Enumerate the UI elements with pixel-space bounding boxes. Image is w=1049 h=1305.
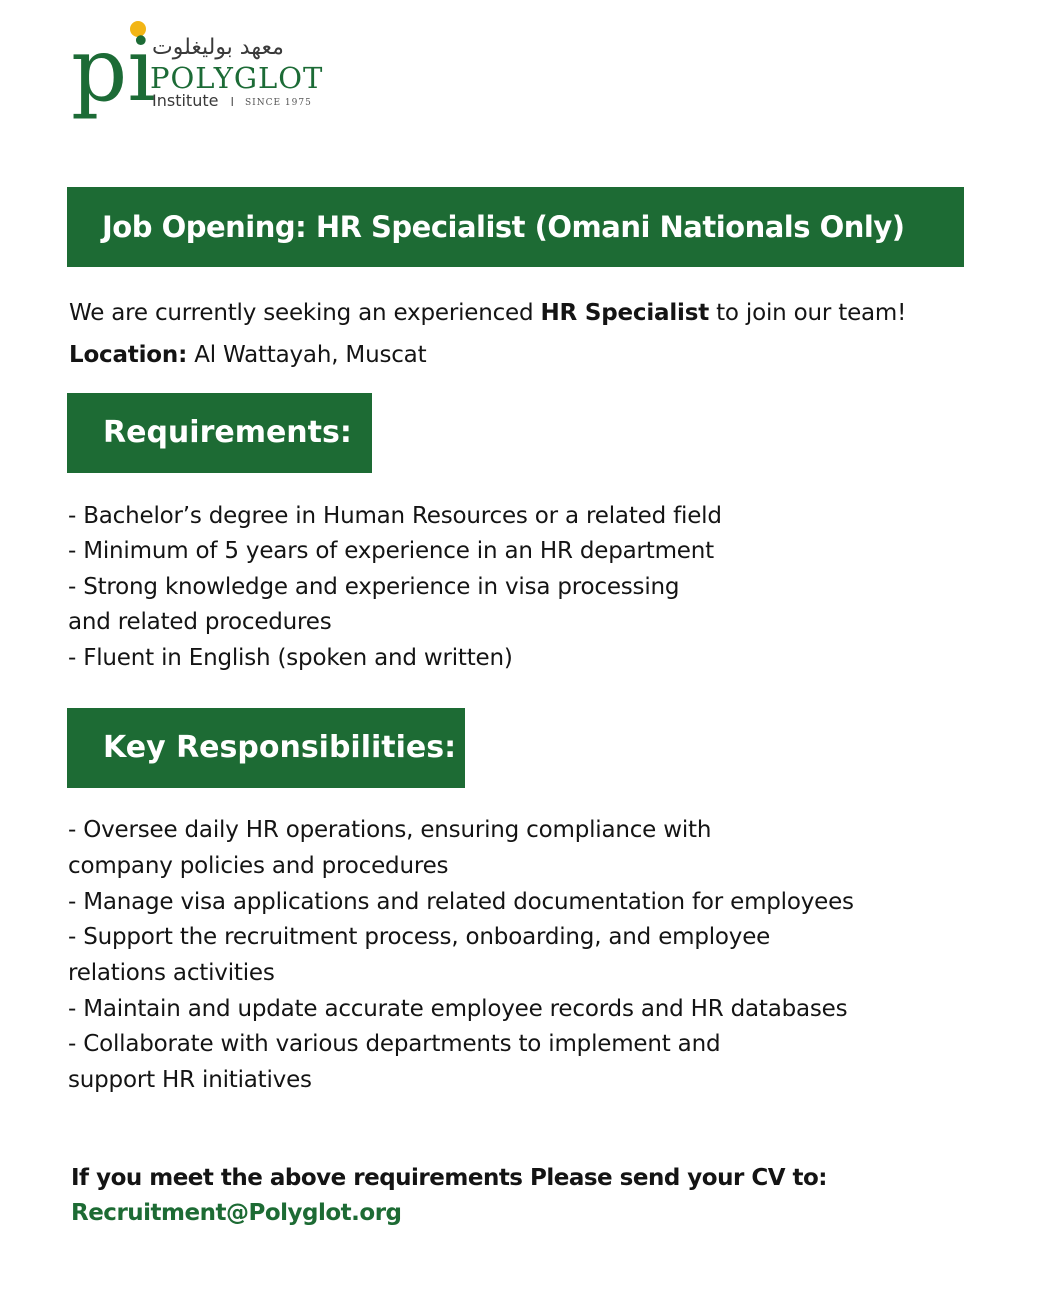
location-line	[69, 340, 426, 370]
requirement-line: - Fluent in English (spoken and written)	[68, 645, 513, 671]
intro-text	[69, 298, 906, 328]
logo-separator: I	[230, 95, 234, 109]
responsibility-line: - Oversee daily HR operations, ensuring compliance with	[68, 817, 712, 843]
requirements-heading: Requirements:	[67, 393, 372, 473]
logo-mark-text: pi	[71, 18, 156, 121]
recruitment-email-link[interactable]: Recruitment@Polyglot.org	[71, 1200, 402, 1226]
logo-subtitle	[152, 90, 312, 114]
responsibilities-heading: Key Responsibilities:	[67, 708, 465, 788]
apply-instructions: If you meet the above requirements Please send your CV to:	[71, 1165, 827, 1191]
logo-wordmark: POLYGLOT	[150, 61, 324, 95]
job-title-banner: Job Opening: HR Specialist (Omani Nationals Only)	[67, 187, 964, 267]
intro-after: to join our team!	[709, 300, 907, 326]
requirement-line: and related procedures	[68, 609, 332, 635]
polyglot-logo	[71, 18, 334, 128]
responsibility-line: - Manage visa applications and related documentation for employees	[68, 889, 854, 915]
logo-since: SINCE 1975	[245, 98, 312, 108]
responsibility-line: - Support the recruitment process, onboarding, and employee	[68, 924, 771, 950]
pi-logo-icon	[71, 18, 156, 128]
responsibility-line: company policies and procedures	[68, 853, 449, 879]
logo-institute: Institute	[152, 91, 219, 110]
requirement-line: - Strong knowledge and experience in visa processing	[68, 574, 680, 600]
responsibility-line: support HR initiatives	[68, 1067, 312, 1093]
responsibility-line: relations activities	[68, 960, 275, 986]
responsibility-line: - Collaborate with various departments to implement and	[68, 1031, 721, 1057]
location-value: Al Wattayah, Muscat	[187, 342, 427, 368]
responsibility-line: - Maintain and update accurate employee records and HR databases	[68, 996, 848, 1022]
intro-role: HR Specialist	[540, 300, 709, 326]
intro-before: We are currently seeking an experienced	[69, 300, 541, 326]
location-label: Location:	[69, 342, 188, 368]
logo-arabic-name: معهد بوليغلوت	[152, 35, 284, 60]
requirement-line: - Bachelor’s degree in Human Resources or a related field	[68, 503, 722, 529]
requirement-line: - Minimum of 5 years of experience in an HR department	[68, 538, 714, 564]
